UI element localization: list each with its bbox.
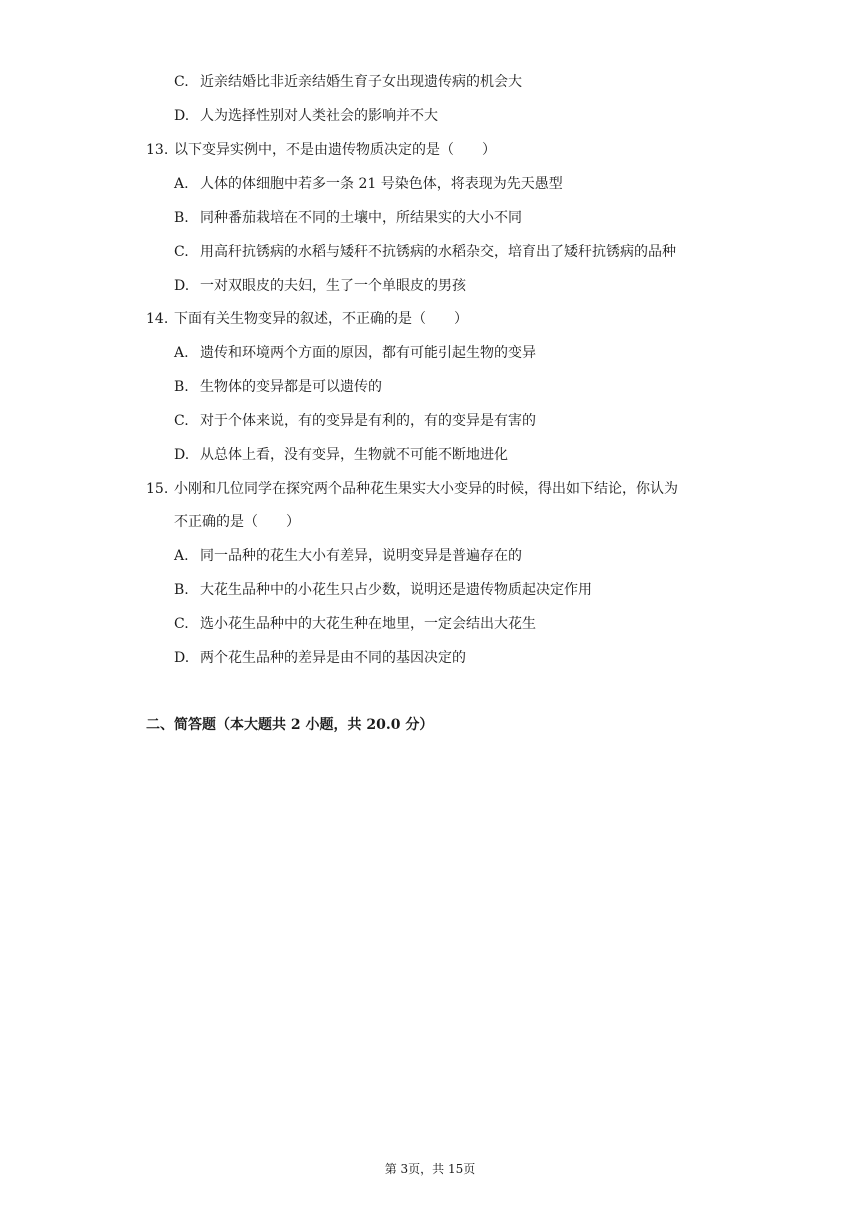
option-text: 用高秆抗锈病的水稻与矮秆不抗锈病的水稻杂交，培育出了矮秆抗锈病的品种	[200, 244, 676, 260]
option-d-q15	[174, 648, 466, 668]
question-14	[146, 309, 468, 329]
question-15	[146, 479, 678, 499]
option-text: 从总体上看，没有变异，生物就不可能不断地进化	[200, 447, 508, 463]
option-label: D.	[174, 278, 190, 294]
option-label: B.	[174, 582, 189, 598]
option-label: D.	[174, 447, 190, 463]
option-b-q15	[174, 580, 592, 600]
option-text: 生物体的变异都是可以遗传的	[200, 379, 382, 395]
option-text: 一对双眼皮的夫妇，生了一个单眼皮的男孩	[200, 278, 466, 294]
question-text: 不正确的是（ ）	[174, 514, 300, 530]
option-label: B.	[174, 210, 189, 226]
option-b-q14	[174, 377, 382, 397]
option-label: A.	[174, 548, 189, 564]
option-text: 近亲结婚比非近亲结婚生育子女出现遗传病的机会大	[200, 74, 522, 90]
option-label: B.	[174, 379, 189, 395]
option-c-q15	[174, 614, 536, 634]
option-a-q14	[174, 343, 536, 363]
option-label: A.	[174, 345, 189, 361]
question-number: 14.	[146, 311, 169, 327]
option-label: C.	[174, 413, 189, 429]
section-heading: 二、简答题（本大题共 2 小题，共 20.0 分）	[146, 717, 434, 733]
option-text: 人体的体细胞中若多一条 21 号染色体，将表现为先天愚型	[200, 176, 563, 192]
option-label: A.	[174, 176, 189, 192]
option-text: 同种番茄栽培在不同的土壤中，所结果实的大小不同	[200, 210, 522, 226]
option-text: 同一品种的花生大小有差异，说明变异是普遍存在的	[200, 548, 522, 564]
option-text: 对于个体来说，有的变异是有利的，有的变异是有害的	[200, 413, 536, 429]
option-a-q15	[174, 546, 522, 566]
option-label: C.	[174, 244, 189, 260]
question-text: 下面有关生物变异的叙述，不正确的是（ ）	[174, 311, 468, 327]
question-13	[146, 140, 496, 160]
option-text: 人为选择性别对人类社会的影响并不大	[200, 108, 438, 124]
option-a-q13	[174, 174, 563, 194]
question-text: 以下变异实例中，不是由遗传物质决定的是（ ）	[174, 142, 496, 158]
option-label: C.	[174, 74, 189, 90]
option-text: 选小花生品种中的大花生种在地里，一定会结出大花生	[200, 616, 536, 632]
option-d-q14	[174, 445, 508, 465]
option-label: C.	[174, 616, 189, 632]
option-c-q12	[174, 72, 522, 92]
option-d-q12	[174, 106, 438, 126]
question-15-continuation	[174, 512, 300, 532]
option-c-q13	[174, 242, 676, 262]
option-label: D.	[174, 108, 190, 124]
option-text: 两个花生品种的差异是由不同的基因决定的	[200, 650, 466, 666]
option-c-q14	[174, 411, 536, 431]
option-label: D.	[174, 650, 190, 666]
question-number: 15.	[146, 481, 169, 497]
option-b-q13	[174, 208, 522, 228]
question-text: 小刚和几位同学在探究两个品种花生果实大小变异的时候，得出如下结论，你认为	[174, 481, 678, 497]
question-number: 13.	[146, 142, 169, 158]
option-text: 大花生品种中的小花生只占少数，说明还是遗传物质起决定作用	[200, 582, 592, 598]
option-d-q13	[174, 276, 466, 296]
option-text: 遗传和环境两个方面的原因，都有可能引起生物的变异	[200, 345, 536, 361]
page-footer: 第 3页，共 15页	[384, 1162, 476, 1176]
